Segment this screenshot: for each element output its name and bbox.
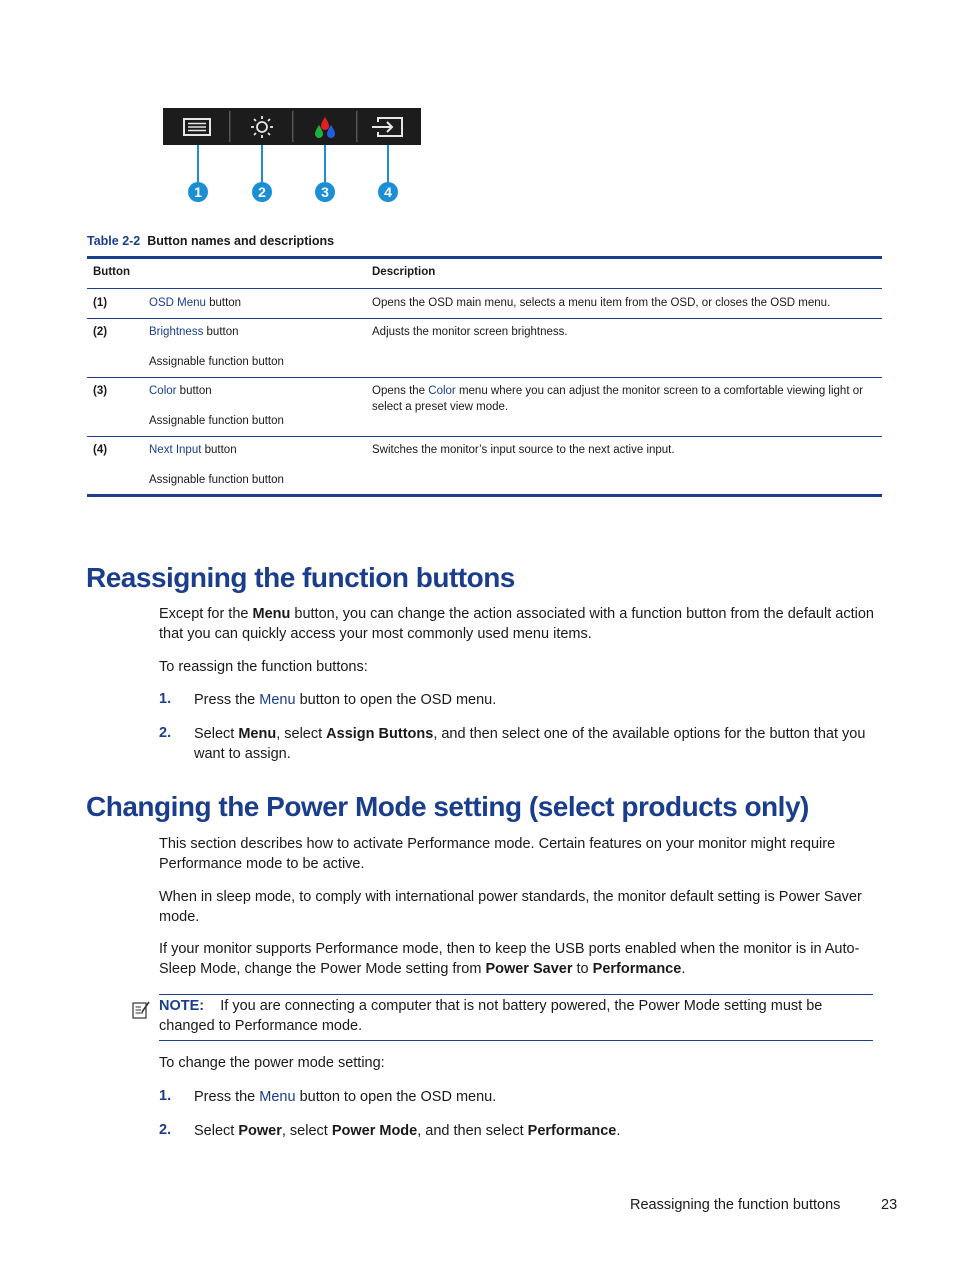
header-button: Button — [93, 266, 131, 278]
callout-4: 4 — [384, 184, 392, 200]
color-link[interactable]: Color — [149, 385, 177, 397]
row-3-desc: Opens the Color menu where you can adjust the monitor screen to a comfortable viewing light or select a preset view mode. — [372, 385, 863, 413]
table-bottom-rule — [87, 494, 882, 497]
row-3-button: Color button — [149, 385, 212, 397]
row-1-num: (1) — [93, 297, 108, 309]
table-divider — [87, 377, 882, 378]
row-2-num: (2) — [93, 326, 108, 338]
table-divider — [87, 318, 882, 319]
callout-3: 3 — [321, 184, 329, 200]
table-divider — [87, 288, 882, 289]
monitor-buttons-illustration — [163, 108, 425, 216]
section2-p2: When in sleep mode, to comply with international power standards, the monitor default setting is Power Saver mode. — [159, 889, 862, 925]
section2-p3: If your monitor supports Performance mode, then to keep the USB ports enabled when the monitor is in Auto-Sleep Mode, change the Power Mode setting from Power Saver to Performance. — [159, 941, 860, 977]
table-number: Table 2-2 — [87, 234, 141, 248]
table-title: Button names and descriptions — [147, 234, 335, 248]
brightness-link[interactable]: Brightness — [149, 326, 204, 338]
header-description: Description — [372, 266, 436, 278]
note-bottom-rule — [159, 1040, 873, 1041]
row-4-button: Next Input button — [149, 444, 237, 456]
row-2-assignable: Assignable function button — [149, 356, 284, 368]
section-heading-reassigning: Reassigning the function buttons — [86, 562, 515, 593]
row-1-desc: Opens the OSD main menu, selects a menu item from the OSD, or closes the OSD menu. — [372, 297, 831, 309]
table-divider — [87, 436, 882, 437]
color-menu-link[interactable]: Color — [428, 385, 456, 397]
menu-link[interactable]: Menu — [259, 692, 296, 708]
section2-step1-num: 1. — [159, 1088, 172, 1104]
section1-lead: To reassign the function buttons: — [159, 659, 368, 675]
osd-menu-link[interactable]: OSD Menu — [149, 297, 206, 309]
section1-step2-num: 2. — [159, 725, 172, 741]
row-3-num: (3) — [93, 385, 108, 397]
menu-link[interactable]: Menu — [259, 1089, 296, 1105]
section-heading-power-mode: Changing the Power Mode setting (select products only) — [86, 791, 809, 822]
footer-section-title: Reassigning the function buttons — [630, 1197, 841, 1213]
callout-1: 1 — [194, 184, 202, 200]
row-3-assignable: Assignable function button — [149, 415, 284, 427]
next-input-link[interactable]: Next Input — [149, 444, 202, 456]
page-number: 23 — [881, 1197, 898, 1213]
row-4-num: (4) — [93, 444, 108, 456]
section2-p1: This section describes how to activate Performance mode. Certain features on your monitor might require Performance mode to be active. — [159, 836, 836, 872]
row-4-desc: Switches the monitor’s input source to the next active input. — [372, 444, 675, 456]
note-text: NOTE: If you are connecting a computer that is not battery powered, the Power Mode setting must be changed to Performance mode. — [159, 998, 823, 1034]
table-caption — [87, 234, 334, 248]
section1-step1: Press the Menu button to open the OSD menu. — [194, 692, 497, 708]
callout-2: 2 — [258, 184, 266, 200]
section1-step2: Select Menu, select Assign Buttons, and then select one of the available options for the button that you want to assign. — [194, 726, 866, 762]
section2-step2: Select Power, select Power Mode, and then select Performance. — [194, 1123, 621, 1139]
row-4-assignable: Assignable function button — [149, 474, 284, 486]
section1-intro: Except for the Menu button, you can change the action associated with a function button from the default action that you can quickly access your most commonly used menu items. — [159, 606, 874, 642]
row-2-desc: Adjusts the monitor screen brightness. — [372, 326, 568, 338]
table-top-rule — [87, 256, 882, 259]
section2-step1: Press the Menu button to open the OSD menu. — [194, 1089, 497, 1105]
section2-step2-num: 2. — [159, 1122, 172, 1138]
row-2-button: Brightness button — [149, 326, 239, 338]
section1-step1-num: 1. — [159, 691, 172, 707]
note-icon — [131, 1000, 151, 1020]
note-label: NOTE: — [159, 998, 205, 1014]
note-top-rule — [159, 994, 873, 995]
row-1-button: OSD Menu button — [149, 297, 242, 309]
section2-lead: To change the power mode setting: — [159, 1055, 385, 1071]
